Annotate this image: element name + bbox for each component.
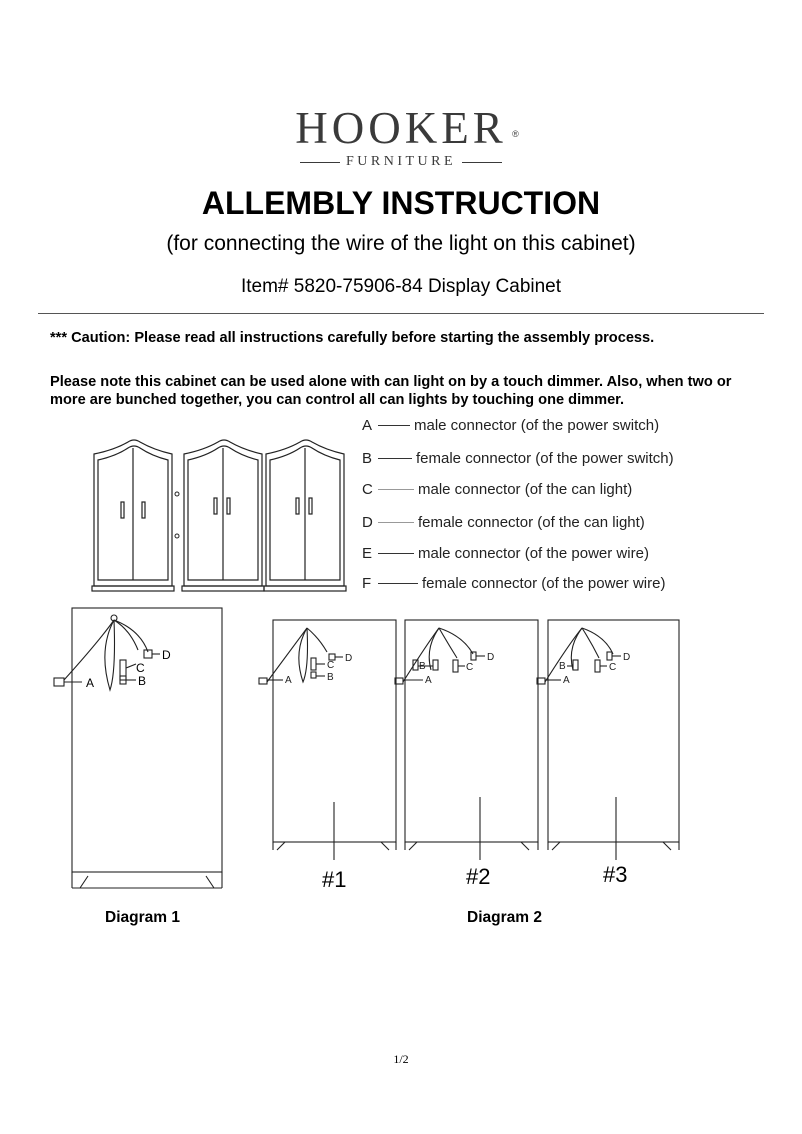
diagram-2-label: Diagram 2 (467, 909, 542, 926)
legend-item-f: F female connector (of the power wire) (362, 574, 666, 592)
cabinet-number-2: #2 (466, 864, 491, 889)
cabinets-front-illustration (88, 436, 350, 594)
connector-c (120, 660, 126, 680)
cabinet-front-1 (92, 440, 174, 591)
legend-item-b: B female connector (of the power switch) (362, 449, 674, 467)
cabinet-side-outline (72, 608, 222, 872)
d2-callout-d-3: D (623, 652, 631, 663)
cabinet-3-outline (548, 620, 679, 842)
callout-c: C (136, 661, 145, 675)
switch-plug-a (54, 678, 64, 686)
callout-a: A (86, 676, 95, 690)
caution-text: *** Caution: Please read all instructions carefully before starting the assembly process. (50, 330, 655, 346)
legend-item-d: D female connector (of the can light) (362, 513, 645, 531)
page-title: ALLEMBLY INSTRUCTION (201, 185, 601, 221)
callout-b: B (138, 674, 147, 688)
cabinet-front-2 (182, 440, 264, 591)
item-number: Item# 5820-75906-84 Display Cabinet (240, 276, 562, 297)
logo-subtitle: FURNITURE (345, 154, 457, 169)
legend-item-e: E male connector (of the power wire) (362, 544, 649, 562)
diagram-1-label: Diagram 1 (105, 909, 180, 926)
page-number: 1/2 (393, 1052, 409, 1066)
callout-d: D (162, 648, 171, 662)
hooker-furniture-logo (0, 104, 802, 170)
d2-callout-c-2: C (466, 662, 474, 673)
registered-mark: ® (512, 129, 519, 139)
divider (38, 313, 764, 314)
d2-callout-c-3: C (609, 662, 617, 673)
d2-callout-d-2: D (487, 652, 495, 663)
cabinet-front-3 (264, 440, 346, 591)
page-subtitle: (for connecting the wire of the light on this cabinet) (166, 232, 636, 255)
d2-callout-b-3: B (559, 661, 566, 672)
legend-item-c: C male connector (of the can light) (362, 480, 633, 498)
d2-callout-b-1: B (327, 672, 334, 683)
d2-callout-a-3: A (563, 675, 570, 686)
d2-callout-c-1: C (327, 660, 335, 671)
d2-callout-b-2: B (419, 661, 426, 672)
d2-callout-a-1: A (285, 675, 292, 686)
d2-callout-a-2: A (425, 675, 432, 686)
cabinet-number-3: #3 (603, 862, 628, 887)
cabinet-number-1: #1 (322, 867, 347, 892)
logo-wordmark: HOOKER ® (295, 104, 507, 152)
legend-item-a: A male connector (of the power switch) (362, 416, 660, 434)
diagram-1-illustration (40, 600, 240, 900)
usage-note: Please note this cabinet can be used alone with can light on by a touch dimmer. Also, when two or more are bunched together, you can control all can lights by touching one dimmer. (50, 374, 732, 408)
diagram-2-illustration (255, 612, 695, 860)
d2-callout-d-1: D (345, 653, 353, 664)
